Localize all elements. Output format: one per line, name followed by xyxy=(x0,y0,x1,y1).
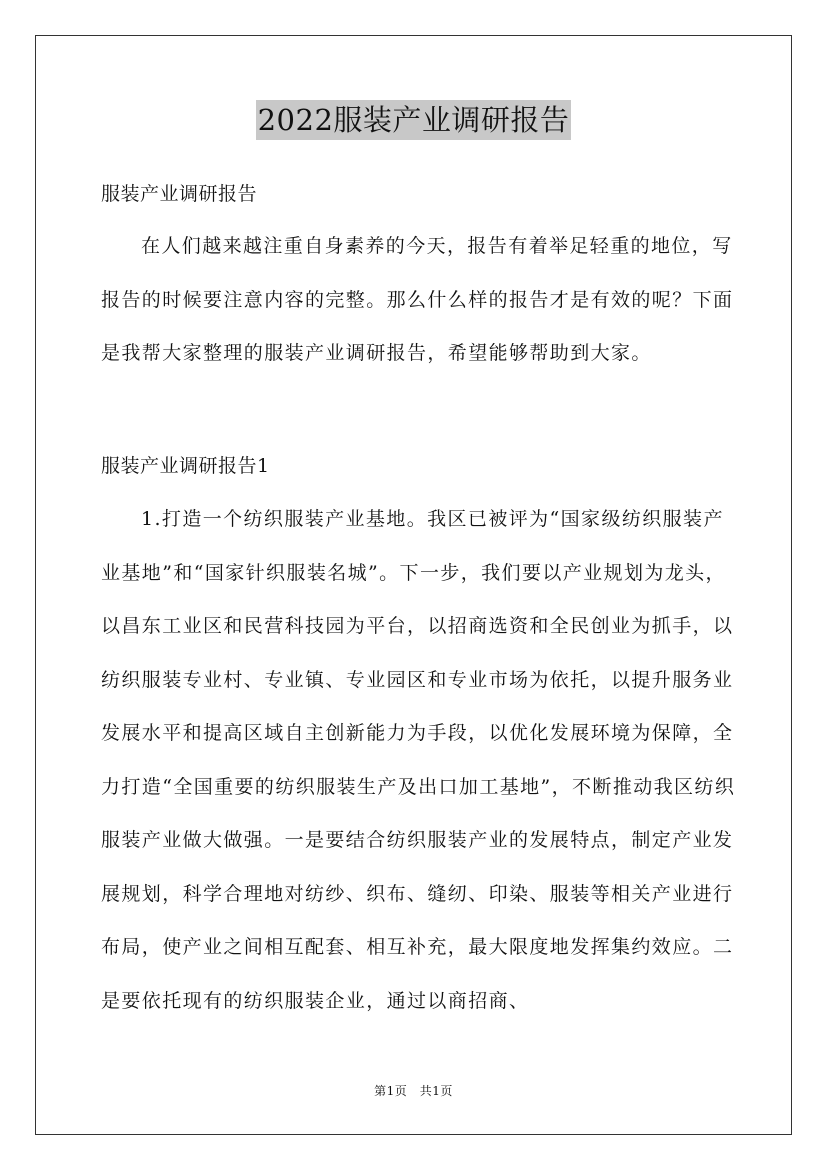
title-container xyxy=(0,100,827,140)
document-heading: 服装产业调研报告 xyxy=(101,183,258,205)
section-body-paragraph: 1.打造一个纺织服装产业基地。我区已被评为“国家级纺织服装产业基地”和“国家针织服装名城”。下一步，我们要以产业规划为龙头，以昌东工业区和民营科技园为平台，以招商选资和全民创业为抓手，以纺织服装专业村、专业镇、专业园区和专业市场为依托，以提升服务业发展水平和提高区域自主创新能力为手段，以优化发展环境为保障，全力打造“全国重要的纺织服装生产及出口加工基地”，不断推动我区纺织服装产业做大做强。一是要结合纺织服装产业的发展特点，制定产业发展规划，科学合理地对纺纱、织布、缝纫、印染、服装等相关产业进行布局，使产业之间相互配套、相互补充，最大限度地发挥集约效应。二是要依托现有的纺织服装企业，通过以商招商、 xyxy=(101,508,736,1012)
document-title: 2022服装产业调研报告 xyxy=(256,100,572,140)
intro-paragraph: 在人们越来越注重自身素养的今天，报告有着举足轻重的地位，写报告的时候要注意内容的完整。那么什么样的报告才是有效的呢？下面是我帮大家整理的服装产业调研报告，希望能够帮助到大家。 xyxy=(101,235,734,364)
page-footer: 第1页 共1页 xyxy=(374,1084,453,1098)
section-heading: 服装产业调研报告1 xyxy=(101,455,270,477)
